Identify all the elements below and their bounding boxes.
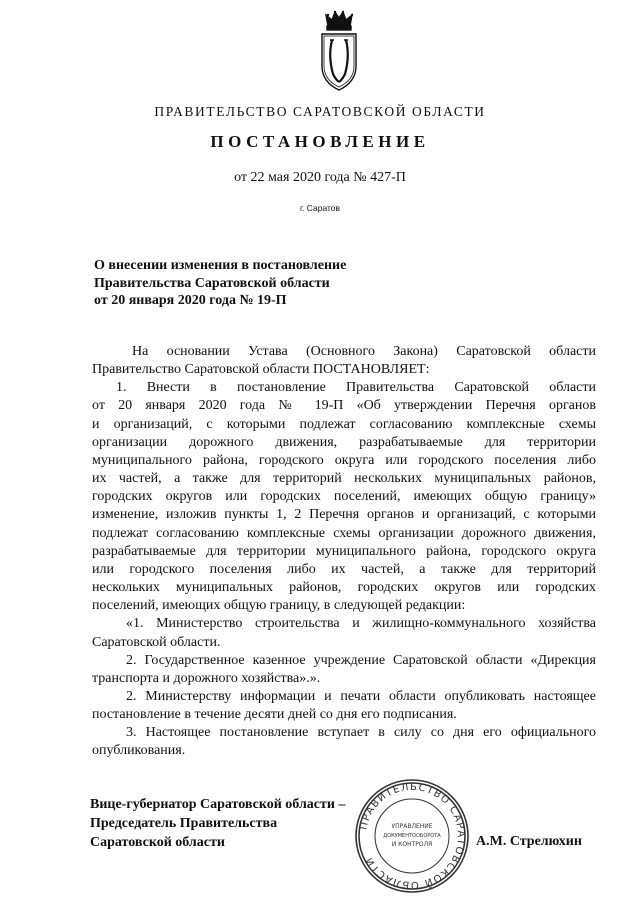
body-line: Саратовской области. (92, 634, 221, 650)
body-line: изменение, изложив пункты 1, 2 Перечня органов и организаций, с которыми (92, 507, 596, 523)
position-line: Вице-губернатор Саратовской области – (90, 797, 346, 812)
signatory-name: А.М. Стрелюхин (476, 834, 582, 849)
body-line: и организаций, с которыми подлежат согласованию комплексные схемы (92, 416, 596, 432)
body-line: подлежат согласованию комплексные схемы организации дорожного движения, (92, 525, 596, 541)
stamp-inner-line: И КОНТРОЛЯ (391, 841, 433, 848)
body-line: от 20 января 2020 года № 19-П «Об утверждении Перечня органов (92, 398, 596, 414)
body-line: постановление в течение десяти дней со дня его подписания. (92, 707, 457, 723)
title-line: О внесении изменения в постановление (94, 258, 347, 273)
document-city: г. Саратов (299, 203, 341, 213)
body-line: их частей, а также для территорий нескольких муниципальных районов, (92, 471, 596, 487)
body-line: городских округов или городских поселений, имеющих общую границу» (92, 489, 596, 505)
body-line: «1. Министерство строительства и жилищно-коммунального хозяйства (126, 616, 596, 632)
position-line: Саратовской области (90, 835, 225, 850)
stamp-inner-line: УПРАВЛЕНИЕ (391, 823, 433, 830)
body-line: На основании Устава (Основного Закона) Саратовской области (132, 344, 596, 359)
body-line: нескольких муниципальных районов, городских округов или городских (92, 580, 596, 596)
position-line: Председатель Правительства (90, 816, 278, 831)
official-stamp (352, 776, 472, 896)
signatory-position (90, 795, 370, 852)
document-type: ПОСТАНОВЛЕНИЕ (210, 132, 430, 151)
body-line: 2. Государственное казенное учреждение Саратовской области «Дирекция (126, 652, 596, 668)
saratov-coat-of-arms-icon (316, 10, 362, 94)
document-body (92, 343, 596, 761)
body-line: 3. Настоящее постановление вступает в силу со дня его официального (126, 725, 596, 741)
stamp-outer-text: ПРАВИТЕЛЬСТВО САРАТОВСКОЙ ОБЛАСТИ (358, 781, 467, 891)
body-line: поселений, имеющих общую границу, в следующей редакции: (92, 598, 466, 614)
body-line: муниципального района, городского округа или городского поселения либо (92, 452, 596, 468)
title-line: Правительства Саратовской области (94, 275, 330, 291)
document-date-number: от 22 мая 2020 года № 427-П (234, 170, 406, 185)
document-title (94, 257, 424, 310)
body-line: 1. Внести в постановление Правительства Саратовской области (116, 380, 596, 396)
body-line: опубликования. (92, 743, 186, 759)
body-line: 2. Министерству информации и печати области опубликовать настоящее (126, 688, 596, 704)
body-line: разрабатываемые для территории муниципального района, городского округа (92, 543, 596, 559)
body-line: транспорта и дорожного хозяйства».». (92, 670, 321, 686)
government-name: ПРАВИТЕЛЬСТВО САРАТОВСКОЙ ОБЛАСТИ (154, 104, 486, 119)
body-line: или городского поселения либо их частей, а также для территорий (92, 561, 596, 577)
title-line: от 20 января 2020 года № 19-П (94, 293, 287, 308)
stamp-inner-line: ДОКУМЕНТООБОРОТА (383, 833, 441, 839)
body-line: Правительство Саратовской области ПОСТАНОВЛЯЕТ: (92, 362, 430, 378)
body-line: организации дорожного движения, разрабатываемые для территории (92, 434, 596, 450)
